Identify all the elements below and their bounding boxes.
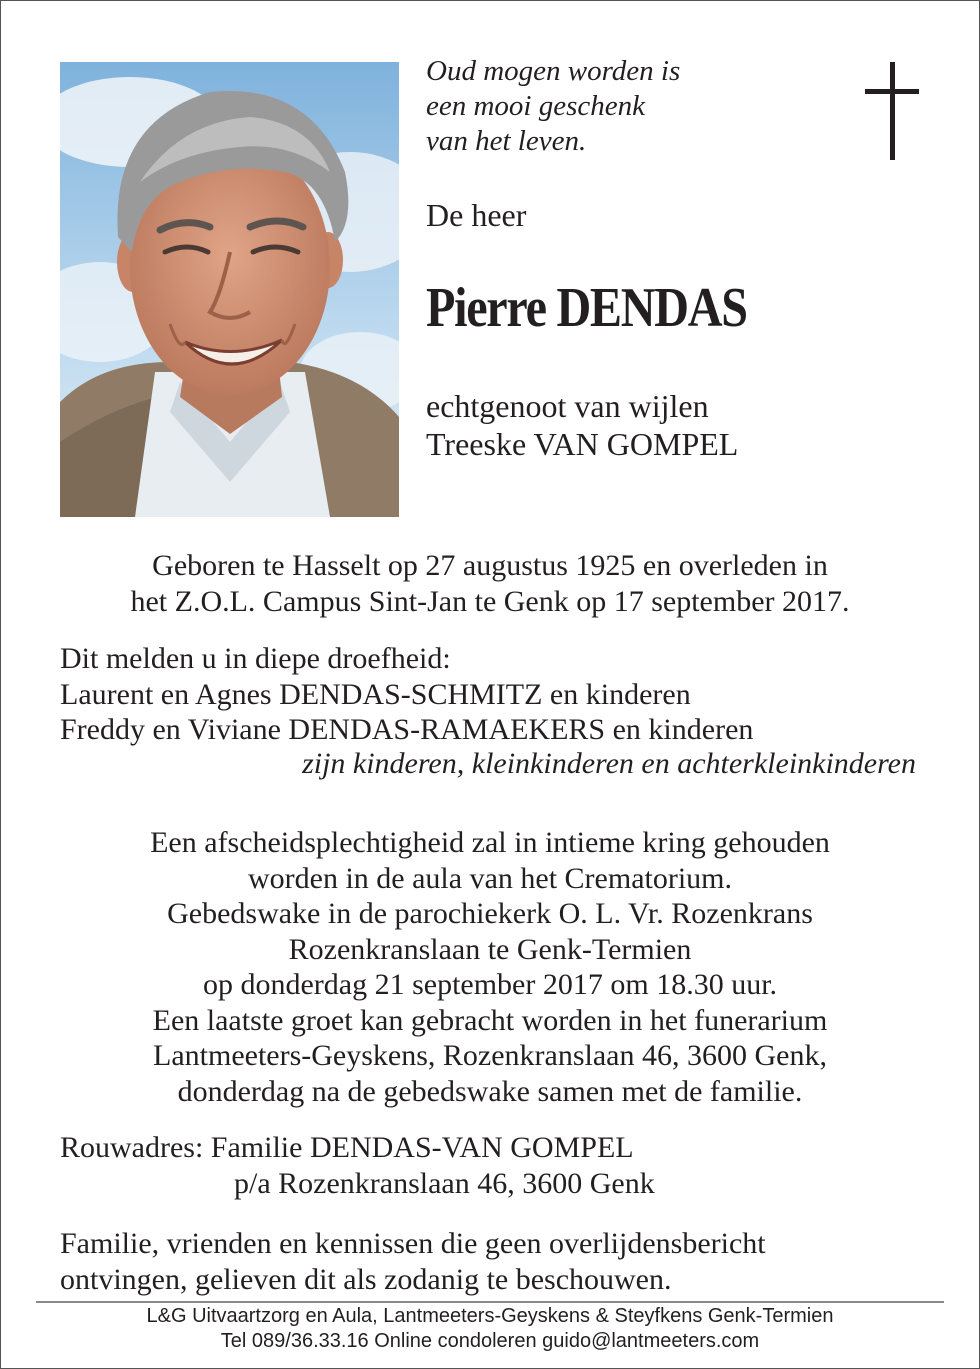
footer-line: Tel 089/36.33.16 Online condoleren guido@lantmeeters.com [220,1330,760,1352]
family-caption: zijn kinderen, kleinkinderen en achterkleinkinderen [302,747,916,780]
announcement-paragraph [60,641,753,748]
text-line: Geboren te Hasselt op 27 augustus 1925 en overleden in [152,549,828,582]
mourning-address [60,1130,655,1201]
footer [0,1304,980,1354]
text-line: het Z.O.L. Campus Sint-Jan te Genk op 17 september 2017. [130,584,850,618]
birth-death-paragraph [0,548,980,619]
text-line: Laurent en Agnes DENDAS-SCHMITZ en kinderen [60,677,691,711]
ceremony-paragraph [0,825,980,1109]
opening-quote [426,54,680,159]
text-line: Dit melden u in diepe droefheid: [60,642,451,675]
text-line: Gebedswake in de parochiekerk O. L. Vr. Rozenkrans [167,897,813,930]
spouse-line: echtgenoot van wijlen [426,388,709,424]
quote-line: een mooi geschenk [426,90,646,122]
footer-line: L&G Uitvaartzorg en Aula, Lantmeeters-Geyskens & Steyfkens Genk-Termien [146,1305,834,1327]
deceased-name: Pierre DENDAS [426,277,747,339]
text-line: op donderdag 21 september 2017 om 18.30 uur. [202,968,778,1001]
text-line: Freddy en Viviane DENDAS-RAMAEKERS en kinderen [60,713,754,746]
text-line: Familie, vrienden en kennissen die geen overlijdensbericht [60,1227,766,1260]
text-line: ontvingen, gelieven dit als zodanig te beschouwen. [60,1262,672,1296]
text-line: Rozenkranslaan te Genk-Termien [288,932,692,966]
footer-divider [36,1301,944,1303]
quote-line: van het leven. [426,125,587,157]
spouse-info [426,387,738,463]
honorific: De heer [426,197,527,233]
address-line: p/a Rozenkranslaan 46, 3600 Genk [234,1166,655,1200]
portrait-photo [60,62,399,517]
address-line: Rouwadres: Familie DENDAS-VAN GOMPEL [60,1131,634,1164]
text-line: Lantmeeters-Geyskens, Rozenkranslaan 46, 3600 Genk, [153,1039,827,1072]
cross-icon [862,62,922,160]
closing-paragraph [60,1226,766,1297]
text-line: worden in de aula van het Crematorium. [247,861,732,895]
spouse-line: Treeske VAN GOMPEL [426,426,739,462]
text-line: Een afscheidsplechtigheid zal in intieme kring gehouden [150,826,830,859]
text-line: Een laatste groet kan gebracht worden in het funerarium [152,1003,828,1037]
quote-line: Oud mogen worden is [426,55,681,87]
text-line: donderdag na de gebedswake samen met de familie. [177,1074,803,1108]
